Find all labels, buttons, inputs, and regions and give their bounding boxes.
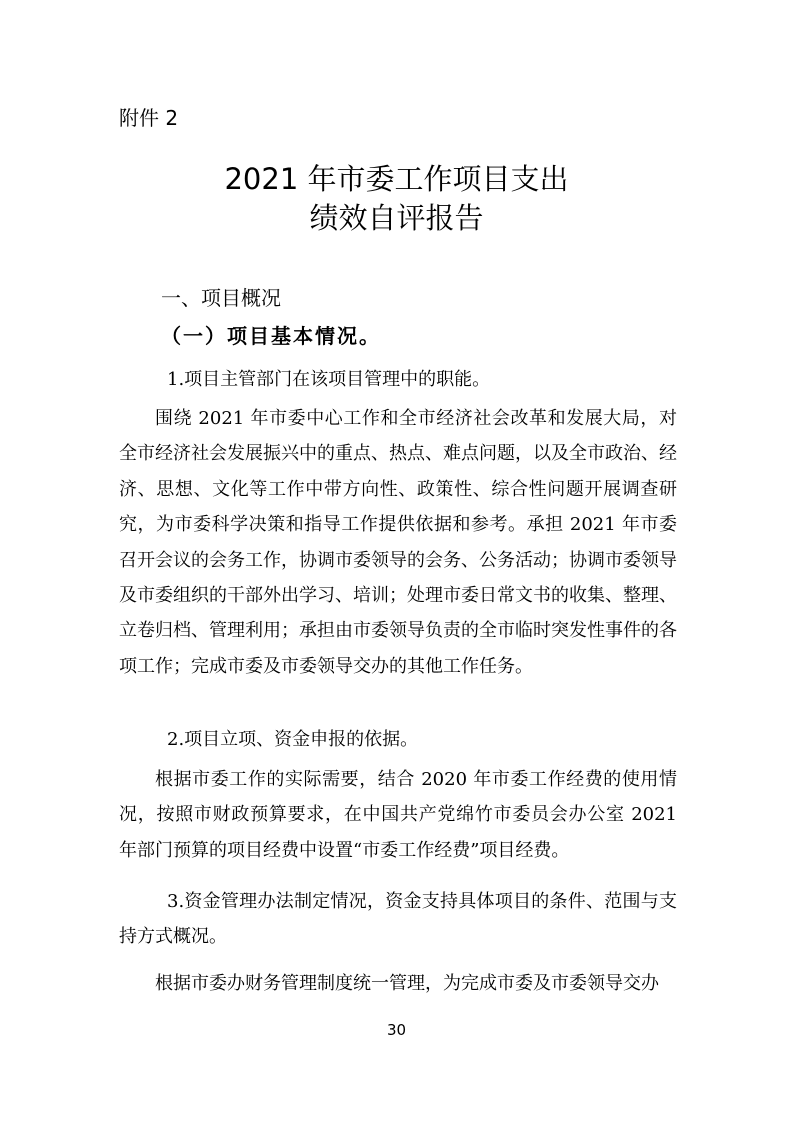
- item-heading-3: 3.资金管理办法制定情况，资金支持具体项目的条件、范围与支持方式概况。: [119, 891, 677, 948]
- section-heading-project-overview: 一、项目概况: [161, 286, 281, 310]
- report-title-line-2: 绩效自评报告: [309, 201, 484, 235]
- paragraph-item-3: 根据市委办财务管理制度统一管理，为完成市委及市委领导交办: [155, 973, 659, 994]
- item-heading-2: 2.项目立项、资金申报的依据。: [167, 729, 419, 750]
- item-heading-1: 1.项目主管部门在该项目管理中的职能。: [167, 369, 491, 390]
- subsection-heading-basic-info: （一）项目基本情况。: [161, 324, 381, 348]
- page-number: 30: [386, 1021, 407, 1039]
- paragraph-item-2: 根据市委工作的实际需要，结合 2020 年市委工作经费的使用情况，按照市财政预算要求，在中国共产党绵竹市委员会办公室 2021 年部门预算的项目经费中设置“市委工作经费”项目经费。: [119, 769, 677, 861]
- paragraph-item-1: 围绕 2021 年市委中心工作和全市经济社会改革和发展大局，对全市经济社会发展振兴中的重点、热点、难点问题，以及全市政治、经济、思想、文化等工作中带方向性、政策性、综合性问题开展调查研究，为市委科学决策和指导工作提供依据和参考。承担 2021 年市委召开会议的会务工作，协调市委领导的会务、公务活动；协调市委领导及市委组织的干部外出学习、培训；处理市委日常文书的收集、整理、立卷归档、管理利用；承担由市委领导负责的全市临时突发性事件的各项工作；完成市委及市委领导交办的其他工作任务。: [119, 408, 677, 677]
- report-title-line-1: 2021 年市委工作项目支出: [224, 162, 569, 196]
- attachment-label: 附件 2: [119, 106, 179, 130]
